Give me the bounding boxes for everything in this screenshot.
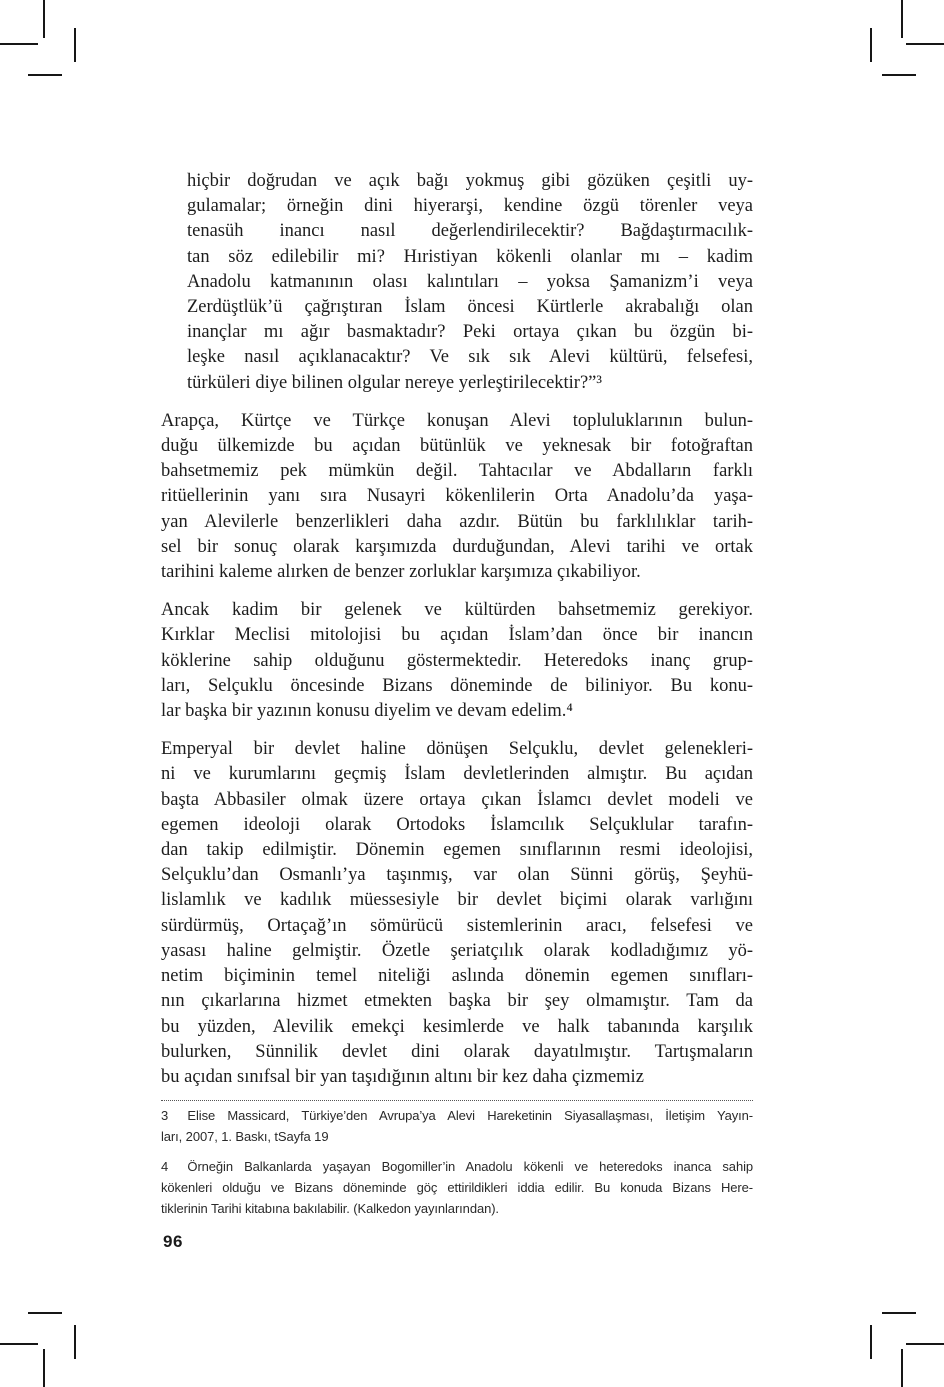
text-line: gulamalar; örneğin dini hiyerarşi, kendine özgü törenler veya — [187, 196, 753, 217]
text-line: 4 Örneğin Balkanlarda yaşayan Bogomiller’in Anadolu kökenli ve heteredoks inanca sahip — [161, 1159, 753, 1174]
footnote-4 — [161, 1156, 753, 1219]
text-line: bulurken, Sünnilik devlet dini olarak dayatılmıştır. Tartışmaların — [161, 1041, 753, 1062]
text-line: hiçbir doğrudan ve açık bağı yokmuş gibi gözüken çeşitli uy- — [187, 171, 753, 191]
footnote-3 — [161, 1105, 753, 1147]
footnotes-section — [161, 1100, 753, 1228]
text-line: Ancak kadim bir gelenek ve kültürden bahsetmemiz gerekiyor. — [161, 600, 753, 621]
crop-mark — [43, 1349, 45, 1387]
text-line: tan söz edilebilir mi? Hıristiyan kökenli olanlar mı – kadim — [187, 246, 753, 267]
text-line: köklerine sahip olduğunu göstermektedir. Heteredoks inanç grup- — [161, 650, 753, 671]
text-line: Zerdüştlük’ü çağrıştıran İslam öncesi Kürtlerle akrabalığı olan — [187, 297, 753, 318]
text-line: egemen ideoloji olarak Ortodoks İslamcılık Selçuklular tarafın- — [161, 814, 753, 835]
footnote-separator — [161, 1100, 753, 1101]
text-line: bu açıdan sınıfsal bir yan taşıdığının altını bir kez daha çizmemiz — [161, 1066, 644, 1087]
crop-mark — [0, 43, 38, 45]
text-line: Anadolu katmanının olası kalıntıları – yoksa Şamanizm’i veya — [187, 271, 753, 292]
page-content — [161, 169, 753, 1090]
crop-mark — [882, 74, 916, 76]
crop-mark — [870, 28, 872, 62]
crop-mark — [0, 1343, 38, 1345]
text-line: lar başka bir yazının konusu diyelim ve devam edelim.⁴ — [161, 701, 573, 722]
crop-mark — [906, 43, 944, 45]
text-line: leşke nasıl açıklanacaktır? Ve sık sık Alevi kültürü, felsefesi, — [187, 347, 753, 368]
text-line: ları, Selçuklu öncesinde Bizans döneminde de biliniyor. Bu konu- — [161, 675, 753, 696]
text-line: tenasüh inancı nasıl değerlendirilecektir? Bağdaştırmacılık- — [187, 221, 753, 242]
crop-mark — [882, 1312, 916, 1314]
crop-mark — [28, 74, 62, 76]
page-number: 96 — [163, 1232, 183, 1251]
text-line: türküleri diye bilinen olgular nereye yerleştirilecektir?”³ — [187, 372, 602, 393]
text-line: 3 Elise Massicard, Türkiye’den Avrupa’ya Alevi Hareketinin Siyasallaşması, İletişim Yayın- — [161, 1108, 753, 1123]
text-line: tarihini kaleme alırken de benzer zorluklar karşımıza çıkabiliyor. — [161, 562, 641, 583]
text-line: ları, 2007, 1. Baskı, tSayfa 19 — [161, 1129, 329, 1144]
text-line: yasası haline gelmiştir. Özetle şeriatçılık olarak kodladığımız yö- — [161, 940, 753, 961]
text-line: ni ve kurumlarını geçmiş İslam devletlerinden almıştır. Bu açıdan — [161, 764, 753, 785]
text-line: başta Abbasiler olmak üzere ortaya çıkan İslamcı devlet modeli ve — [161, 789, 753, 810]
crop-mark — [906, 1343, 944, 1345]
text-line: tiklerinin Tarihi kitabına bakılabilir. (Kalkedon yayınlarından). — [161, 1201, 499, 1216]
text-line: dan takip edilmiştir. Dönemin egemen sınıflarının resmi ideolojisi, — [161, 840, 753, 861]
crop-mark — [43, 0, 45, 38]
text-line: duğu ülkemizde bu açıdan bütünlük ve yeknesak bir fotoğraftan — [161, 436, 753, 457]
crop-mark — [870, 1325, 872, 1359]
text-line: Selçuklu’dan Osmanlı’ya taşınmış, var olan Sünni görüş, Şeyhü- — [161, 865, 753, 886]
text-line: sürdürmüş, Ortaçağ’ın sömürücü sistemlerinin aracı, felsefesi ve — [161, 915, 753, 936]
block-quote — [187, 169, 753, 396]
text-line: ritüellerinin yanı sıra Nusayri kökenlilerin Orta Anadolu’da yaşa- — [161, 486, 753, 507]
text-line: sel bir sonuç olarak karşımızda durduğundan, Alevi tarihi ve ortak — [161, 536, 753, 557]
body-paragraph-2 — [161, 598, 753, 724]
text-line: inançlar mı ağır basmaktadır? Peki ortaya çıkan bu özgün bi- — [187, 322, 753, 343]
crop-mark — [74, 1325, 76, 1359]
crop-mark — [901, 0, 903, 38]
crop-mark — [901, 1349, 903, 1387]
text-line: lislamlık ve kadılık müessesiyle bir devlet biçimi olarak varlığını — [161, 890, 753, 911]
text-line: yan Alevilerle benzerlikleri daha azdır. Bütün bu farklılıklar tarih- — [161, 511, 753, 532]
text-line: netim biçiminin temel niteliği aslında dönemin egemen sınıfları- — [161, 966, 753, 987]
text-line: Arapça, Kürtçe ve Türkçe konuşan Alevi topluluklarının bulun- — [161, 410, 753, 431]
text-line: bahsetmemiz pek mümkün değil. Tahtacılar ve Abdalların farklı — [161, 461, 753, 482]
text-line: kökenleri olduğu ve Bizans döneminde göç ettirildikleri iddia edilir. Bu konuda Bizans Here- — [161, 1180, 753, 1195]
crop-mark — [74, 28, 76, 62]
body-paragraph-1 — [161, 409, 753, 585]
text-line: nın çıkarlarına hizmet etmekten başka bir şey olmamıştır. Tam da — [161, 991, 753, 1012]
text-line: bu yüzden, Alevilik emekçi kesimlerde ve halk tabanında karşılık — [161, 1016, 753, 1037]
body-paragraph-3 — [161, 737, 753, 1090]
crop-mark — [28, 1312, 62, 1314]
text-line: Kırklar Meclisi mitolojisi bu açıdan İslam’dan önce bir inancın — [161, 625, 753, 646]
text-line: Emperyal bir devlet haline dönüşen Selçuklu, devlet gelenekleri- — [161, 739, 753, 760]
